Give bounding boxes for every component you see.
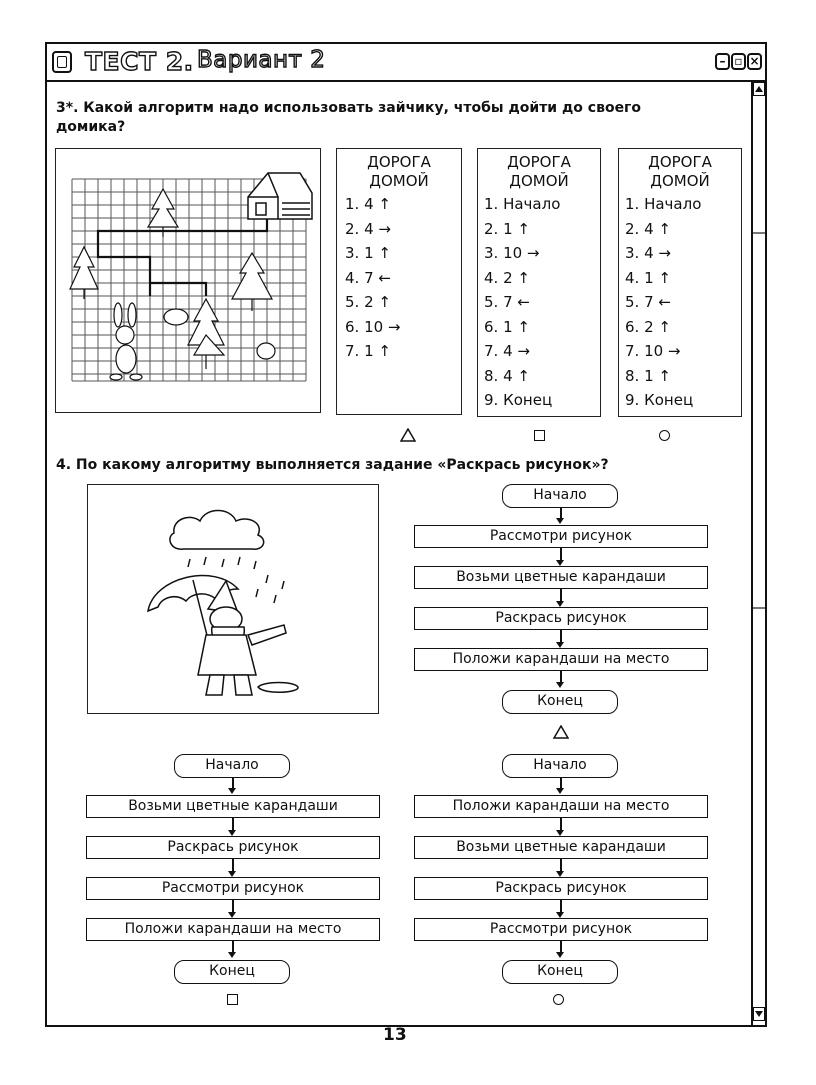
route-step: 1. Начало: [625, 195, 702, 213]
flow-start: Начало: [502, 484, 618, 508]
route-title: ДОРОГА: [507, 153, 571, 171]
answer-mark-triangle[interactable]: [553, 725, 569, 739]
route-step: 8. 1 ↑: [625, 366, 671, 385]
flow-step: Возьми цветные карандаши: [86, 795, 380, 818]
route-title: ДОМОЙ: [369, 172, 429, 190]
route-step: 1. 4 ↑: [345, 195, 391, 213]
flow-step: Положи карандаши на место: [86, 918, 380, 941]
flowchart-1: [412, 484, 708, 734]
question-3: [56, 99, 746, 137]
route-step: 7. 1 ↑: [345, 342, 391, 360]
answer-mark-square[interactable]: [534, 430, 545, 441]
arrow-down-icon: [228, 788, 236, 794]
window-title-test: ТЕСТ 2.: [85, 47, 194, 76]
flow-step: Раскрась рисунок: [414, 607, 708, 630]
route-step: 3. 4 →: [625, 244, 671, 262]
flow-end: Конец: [174, 960, 290, 984]
route-step: 6. 1 ↑: [484, 317, 530, 336]
gnome-umbrella-illustration: [88, 485, 380, 715]
title-bar: [47, 44, 765, 82]
route-box-3: [618, 148, 742, 417]
minimize-icon: –: [719, 54, 726, 68]
route-step: 6. 10 →: [345, 317, 401, 336]
arrow-down-icon: [556, 952, 564, 958]
flow-step: Положи карандаши на место: [414, 648, 708, 671]
route-step: 5. 2 ↑: [345, 293, 391, 311]
page-number: 13: [383, 1025, 407, 1045]
grid-picture: [55, 148, 321, 413]
arrow-down-icon: [228, 952, 236, 958]
route-step: 3. 10 →: [484, 244, 540, 262]
route-step: 7. 10 →: [625, 342, 681, 360]
window-menu-icon[interactable]: [52, 51, 72, 73]
route-step: 1. Начало: [484, 195, 561, 213]
route-step: 5. 7 ←: [484, 293, 530, 311]
route-step: 4. 7 ←: [345, 268, 391, 287]
route-step: 4. 1 ↑: [625, 268, 671, 287]
house-icon: [248, 173, 312, 219]
answer-mark-square[interactable]: [227, 994, 238, 1005]
restore-button[interactable]: [731, 53, 746, 70]
flow-step: Рассмотри рисунок: [414, 918, 708, 941]
arrow-up-icon: [754, 84, 764, 94]
route-step: 8. 4 ↑: [484, 366, 530, 385]
restore-icon: ▫: [734, 54, 743, 68]
flow-step: Рассмотри рисунок: [414, 525, 708, 548]
arrow-down-icon: [556, 682, 564, 688]
arrow-down-icon: [556, 788, 564, 794]
flow-end: Конец: [502, 690, 618, 714]
close-button[interactable]: [747, 53, 762, 70]
route-title: ДОРОГА: [367, 153, 431, 171]
flow-step: Положи карандаши на место: [414, 795, 708, 818]
route-step: 6. 2 ↑: [625, 317, 671, 336]
gnome-picture: [87, 484, 379, 714]
tree-icon: [148, 189, 178, 237]
flow-end: Конец: [502, 960, 618, 984]
route-step: 3. 1 ↑: [345, 244, 391, 262]
flow-step: Рассмотри рисунок: [86, 877, 380, 900]
minimize-button[interactable]: [715, 53, 730, 70]
scroll-down-button[interactable]: [753, 1007, 765, 1021]
route-step: 2. 4 →: [345, 219, 391, 238]
window-title-variant: Вариант 2: [197, 47, 326, 73]
route-box-2: [477, 148, 601, 417]
route-step: 5. 7 ←: [625, 293, 671, 311]
vertical-scrollbar[interactable]: [751, 82, 765, 1025]
route-box-1: [336, 148, 462, 415]
route-step: 2. 4 ↑: [625, 219, 671, 238]
answer-mark-circle[interactable]: [553, 994, 564, 1005]
scroll-track-mark: [753, 607, 765, 609]
flowchart-2: [86, 754, 382, 990]
answer-mark-triangle[interactable]: [400, 428, 416, 442]
arrow-down-icon: [556, 518, 564, 524]
route-step: 9. Конец: [625, 391, 694, 409]
scroll-up-button[interactable]: [753, 82, 765, 96]
route-step: 7. 4 →: [484, 342, 530, 360]
tree-icon: [70, 247, 98, 299]
question-4-text: 4. По какому алгоритму выполняется задание «Раскрась рисунок»?: [56, 457, 609, 473]
route-title: ДОМОЙ: [509, 172, 569, 190]
question-3-text-line1: 3*. Какой алгоритм надо использовать зайчику, чтобы дойти до своего: [56, 100, 641, 116]
flowchart-3: [412, 754, 708, 990]
title-divider: [47, 80, 765, 82]
question-3-text-line2: домика?: [56, 119, 126, 135]
tree-icon: [232, 253, 272, 311]
scroll-track-mark: [753, 232, 765, 234]
flow-step: Раскрась рисунок: [86, 836, 380, 859]
route-step: 2. 1 ↑: [484, 219, 530, 238]
flow-step: Раскрась рисунок: [414, 877, 708, 900]
flow-step: Возьми цветные карандаши: [414, 566, 708, 589]
flow-start: Начало: [502, 754, 618, 778]
close-icon: ×: [749, 54, 760, 68]
arrow-down-icon: [754, 1009, 764, 1019]
route-title: ДОРОГА: [648, 153, 712, 171]
flow-start: Начало: [174, 754, 290, 778]
answer-mark-circle[interactable]: [659, 430, 670, 441]
rabbit-grid-illustration: [56, 149, 322, 414]
route-step: 9. Конец: [484, 391, 553, 409]
route-step: 4. 2 ↑: [484, 268, 530, 287]
route-title: ДОМОЙ: [650, 172, 710, 190]
flow-step: Возьми цветные карандаши: [414, 836, 708, 859]
